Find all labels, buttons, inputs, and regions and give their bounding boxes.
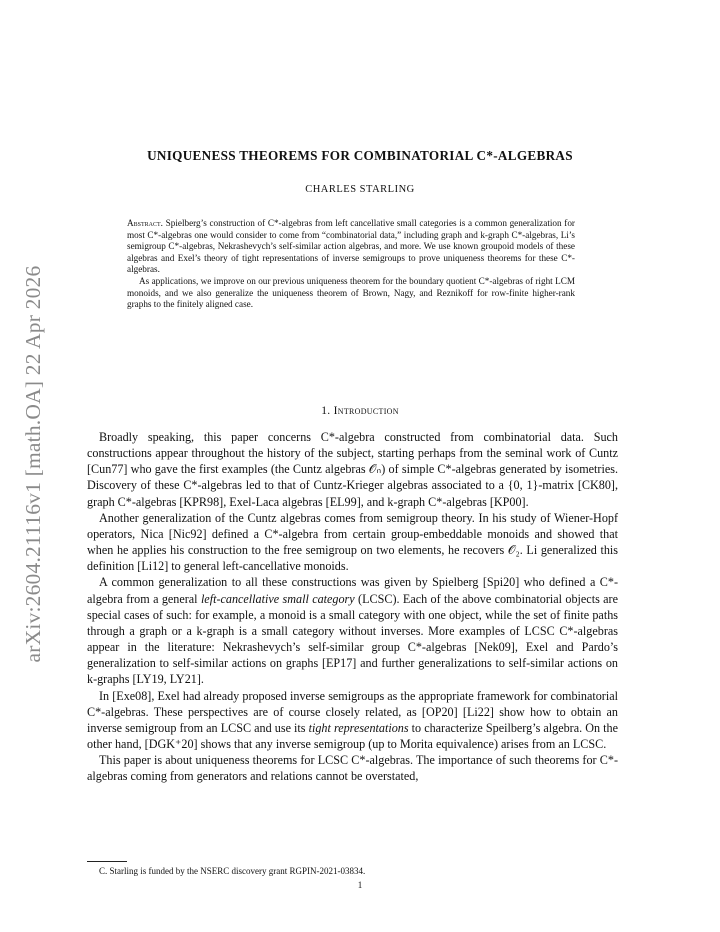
abstract-text-1: Spielberg’s construction of C*-algebras from left cancellative small categories is a common generalization for most C*-algebras one would consider to come from “combinatorial data,” including graph and k-graph C*-algebras, Li’s semigroup C*-algebras, Nekrashevych’s self-similar action algebras, and more. We use known groupoid models of these algebras and Exel’s theory of tight representations of inverse semigroups to prove uniqueness theorems for these C*-algebras.	[127, 218, 575, 275]
paragraph-3-text-a: A common generalization to all these constructions was given by Spielberg [Spi20] who defined a C*-algebra from a general	[87, 575, 618, 606]
section-number: 1.	[321, 405, 331, 417]
paragraph-4-text-b: to characterize Speilberg’s algebra. On the other hand, [DGK⁺20] shows that any inverse semigroup (up to Morita equivalence) arises from an LCSC.	[87, 720, 618, 751]
arxiv-side-stamp: arXiv:2604.21116v1 [math.OA] 22 Apr 2026	[21, 265, 45, 663]
paragraph-3-text-b: (LCSC). Each of the above combinatorial objects are special cases of such: for example, a monoid is a small category with one object, while the set of finite paths through a graph or a k-graph is a small category without inverses. More examples of LCSC C*-algebras appear in the literature: Nekrashevych’s self-similar group C*-algebras [Nek09], Exel and Pardo’s generalization to self-similar actions on graphs [EP17] and further generalizations to self-similar actions on k-graphs [LY19, LY21].	[87, 591, 618, 687]
paragraph-4-emphasis: tight representations	[308, 720, 409, 735]
section-title: Introduction	[333, 405, 399, 417]
paragraph-1: Broadly speaking, this paper concerns C*-algebra constructed from combinatorial data. Such constructions appear throughout the history of the subject, starting perhaps from the seminal work of Cuntz [Cun77] who gave the first examples (the Cuntz algebras 𝒪ₙ) of simple C*-algebras generated by isometries. Discovery of these C*-algebras led to that of Cuntz-Krieger algebras associated to a {0, 1}-matrix [CK80], graph C*-algebras [KPR98], Exel-Laca algebras [EL99], and k-graph C*-algebras [KP00].	[87, 430, 618, 509]
footnote-rule	[87, 861, 127, 862]
page-number: 1	[357, 880, 363, 890]
author-name: CHARLES STARLING	[305, 184, 415, 195]
paragraph-5: This paper is about uniqueness theorems for LCSC C*-algebras. The importance of such theorems for C*-algebras coming from generators and relations cannot be overstated,	[87, 753, 618, 784]
paragraph-4-text-a: In [Exe08], Exel had already proposed inverse semigroups as the appropriate framework for combinatorial C*-algebras. These perspectives are of course closely related, as [OP20] [Li22] show how to obtain an inverse semigroup from an LCSC and use its	[87, 688, 618, 735]
paragraph-3-emphasis: left-cancellative small category	[200, 591, 355, 606]
paragraph-2: Another generalization of the Cuntz algebras comes from semigroup theory. In his study of Wiener-Hopf operators, Nica [Nic92] defined a C*-algebra from certain group-embeddable monoids and showed that when he applies his construction to the free semigroup on two elements, he recovers 𝒪₂. Li generalized this definition [Li12] to general left-cancellative monoids.	[87, 510, 618, 574]
section-heading	[90, 405, 630, 417]
body-text	[87, 429, 618, 784]
abstract-paragraph-2: As applications, we improve on our previous uniqueness theorem for the boundary quotient C*-algebras of right LCM monoids, and we also generalize the uniqueness theorem of Brown, Nagy, and Reznikoff for row-finite higher-rank graphs to the finitely aligned case.	[127, 275, 575, 310]
paragraph-3	[87, 574, 618, 687]
footnote: C. Starling is funded by the NSERC discovery grant RGPIN-2021-03834.	[99, 866, 366, 876]
paper-title: UNIQUENESS THEOREMS FOR COMBINATORIAL C*-ALGEBRAS	[147, 148, 573, 163]
abstract-label: Abstract.	[127, 218, 163, 228]
paragraph-4	[87, 688, 618, 753]
abstract-paragraph-1	[127, 218, 575, 276]
abstract	[127, 218, 575, 311]
